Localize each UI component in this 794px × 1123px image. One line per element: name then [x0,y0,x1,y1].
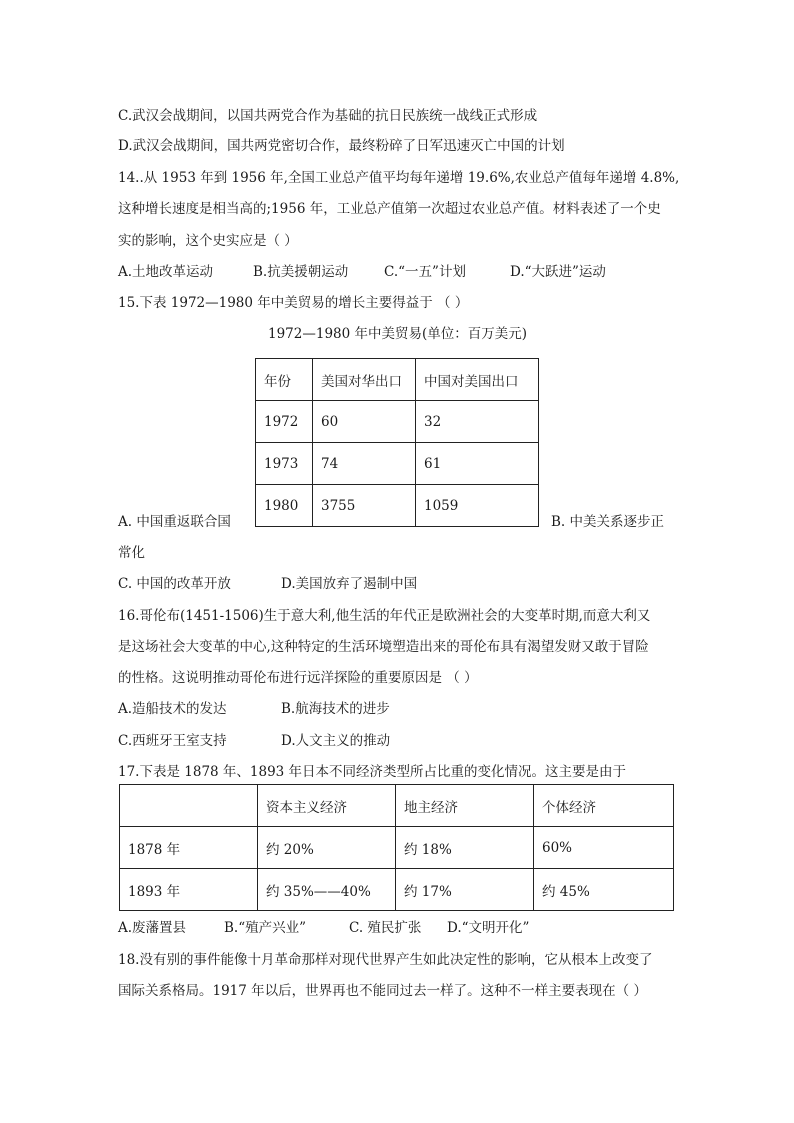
q16-option-c: C.西班牙王室支持 [118,733,227,749]
q17-options [118,916,529,936]
table-cell: 32 [416,401,539,443]
economy-table [119,784,674,911]
q14-option-a: A.土地改革运动 [118,264,214,280]
q17-option-b: B.“殖产兴业” [224,920,307,936]
table-header-cell: 地主经济 [396,785,534,827]
q16-stem-line-3: 的性格。这说明推动哥伦布进行远洋探险的重要原因是 （ ） [118,670,478,686]
table-cell: 1980 [256,485,313,527]
table-cell: 约 45% [534,869,674,911]
table-cell: 约 17% [396,869,534,911]
q16-option-a: A.造船技术的发达 [118,701,227,717]
table-cell: 约 18% [396,827,534,869]
q16-options-ab [118,697,390,717]
table-cell: 约 20% [258,827,396,869]
q17-option-a: A.废藩置县 [118,920,187,936]
table-header-row [120,785,674,827]
q15-table-title: 1972—1980 年中美贸易(单位：百万美元) [268,326,528,342]
trade-table [255,358,539,527]
table-header-cell: 中国对美国出口 [416,359,539,401]
q15-option-a: A. 中国重返联合国 [118,514,231,530]
table-row [120,827,674,869]
q15-option-c: C. 中国的改革开放 [118,576,231,592]
table-cell: 1059 [416,485,539,527]
table-header-cell [120,785,258,827]
q14-stem-line-3: 实的影响，这个史实应是（ ） [118,233,298,249]
table-cell: 1973 [256,443,313,485]
table-cell: 1878 年 [120,827,258,869]
q18-stem-line-2: 国际关系格局。1917 年以后，世界再也不能同过去一样了。这种不一样主要表现在（ ） [118,983,647,999]
q16-stem-line-1: 16.哥伦布(1451-1506)生于意大利,他生活的年代正是欧洲社会的大变革时期,而意大利又 [118,608,651,624]
q17-stem: 17.下表是 1878 年、1893 年日本不同经济类型所占比重的变化情况。这主要是由于 [118,764,627,780]
table-header-cell: 美国对华出口 [313,359,416,401]
table-header-row [256,359,539,401]
q14-stem-line-1: 14..从 1953 年到 1956 年,全国工业总产值平均每年递增 19.6%,农业总产值每年递增 4.8%, [118,170,680,186]
table-cell: 1972 [256,401,313,443]
q13-option-c: C.武汉会战期间，以国共两党合作为基础的抗日民族统一战线正式形成 [118,108,538,124]
q14-options [118,260,606,280]
table-cell: 1893 年 [120,869,258,911]
table-cell: 60 [313,401,416,443]
q15-options-cd [118,572,417,592]
table-cell: 60% [534,827,674,869]
q15-option-b-continued: 常化 [118,545,145,561]
q15-option-b: B. 中美关系逐步正 [551,514,665,530]
q14-stem-line-2: 这种增长速度是相当高的;1956 年，工业总产值第一次超过农业总产值。材料表述了一个史 [118,201,661,217]
q18-stem-line-1: 18.没有别的事件能像十月革命那样对现代世界产生如此决定性的影响，它从根本上改变了 [118,952,653,968]
q14-option-d: D.“大跃进”运动 [510,264,606,280]
table-row [256,443,539,485]
q16-stem-line-2: 是这场社会大变革的中心,这种特定的生活环境塑造出来的哥伦布具有渴望发财又敢于冒险 [118,639,649,655]
q15-option-d: D.美国放弃了遏制中国 [281,576,418,592]
table-cell: 约 35%——40% [258,869,396,911]
q14-option-b: B.抗美援朝运动 [253,264,349,280]
table-row [120,869,674,911]
table-header-cell: 年份 [256,359,313,401]
q16-option-b: B.航海技术的进步 [281,701,390,717]
q13-option-d: D.武汉会战期间，国共两党密切合作，最终粉碎了日军迅速灭亡中国的计划 [118,138,565,154]
table-cell: 61 [416,443,539,485]
table-header-cell: 资本主义经济 [258,785,396,827]
q15-stem: 15.下表 1972—1980 年中美贸易的增长主要得益于 （ ） [118,295,469,311]
q17-option-c: C. 殖民扩张 [349,920,422,936]
table-row [256,485,539,527]
table-cell: 3755 [313,485,416,527]
q16-option-d: D.人文主义的推动 [281,733,391,749]
q16-options-cd [118,729,390,749]
table-cell: 74 [313,443,416,485]
q17-option-d: D.“文明开化” [447,920,530,936]
table-header-cell: 个体经济 [534,785,674,827]
table-row [256,401,539,443]
q14-option-c: C.“一五”计划 [384,264,466,280]
